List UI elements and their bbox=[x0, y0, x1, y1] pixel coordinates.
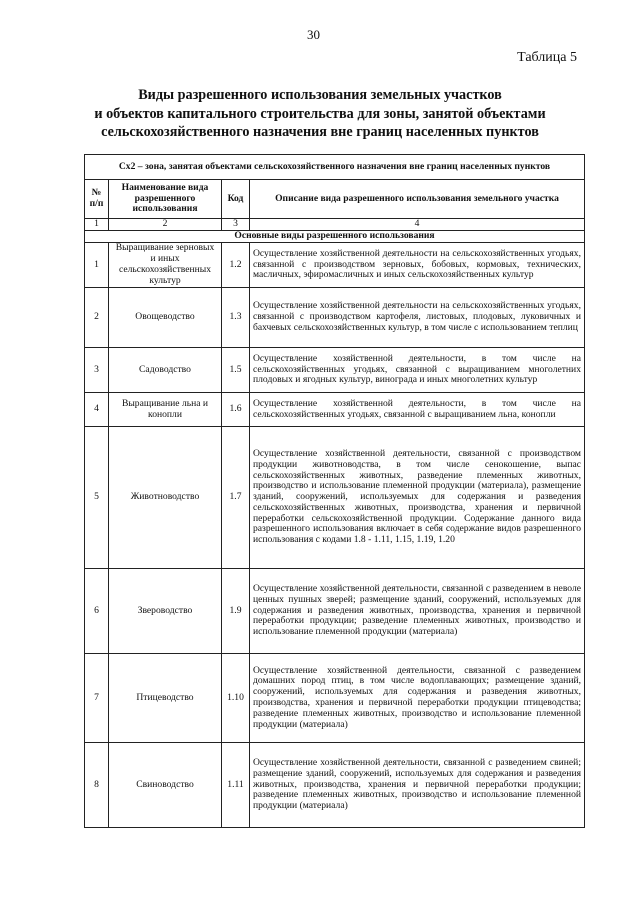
table-row bbox=[85, 569, 585, 654]
page-number: 30 bbox=[307, 27, 320, 42]
row-code: 1.3 bbox=[222, 288, 250, 348]
row-use-name: Выращивание льна и конопли bbox=[109, 393, 222, 427]
row-number: 2 bbox=[85, 288, 109, 348]
row-code: 1.2 bbox=[222, 243, 250, 288]
table-row bbox=[85, 743, 585, 828]
title-line: сельскохозяйственного назначения вне границ населенных пунктов bbox=[101, 124, 539, 140]
row-number: 8 bbox=[85, 743, 109, 828]
row-use-name: Птицеводство bbox=[109, 654, 222, 743]
table-row bbox=[85, 393, 585, 427]
table-row bbox=[85, 348, 585, 393]
col-header-description: Описание вида разрешенного использования земельного участка bbox=[250, 180, 585, 219]
section-title: Основные виды разрешенного использования bbox=[85, 231, 585, 243]
row-description: Осуществление хозяйственной деятельности, связанной с производством продукции животноводства, в том числе сенокошение, выпас сельскохозяйственных животных, разведение племенных животных, производство и использование племенной продукции (материала), размещение зданий, сооружений, используемых для содержания и разведения сельскохозяйственных животных, производства, хранения и первичной переработки сельскохозяйственной продукции. Содержание данного вида разрешенного использования включает в себя содержание видов разрешенного использования с кодами 1.8 - 1.11, 1.15, 1.19, 1.20 bbox=[250, 427, 585, 569]
row-description: Осуществление хозяйственной деятельности, в том числе на сельскохозяйственных угодьях, связанной с выращиванием льна, конопли bbox=[250, 393, 585, 427]
row-description: Осуществление хозяйственной деятельности на сельскохозяйственных угодьях, связанной с производством картофеля, листовых, плодовых, луковичных и бахчевых сельскохозяйственных культур, в том числе с использованием теплиц bbox=[250, 288, 585, 348]
row-description: Осуществление хозяйственной деятельности, связанной с разведением свиней; размещение зданий, сооружений, используемых для содержания и разведения животных, производства, хранения и первичной переработки продукции; разведение племенных животных, производство и использование племенной продукции (материала) bbox=[250, 743, 585, 828]
row-number: 1 bbox=[85, 243, 109, 288]
row-use-name: Выращивание зерновых и иных сельскохозяйственных культур bbox=[109, 243, 222, 288]
zone-header: Сх2 – зона, занятая объектами сельскохозяйственного назначения вне границ населенных пунктов bbox=[85, 155, 585, 180]
row-number: 4 bbox=[85, 393, 109, 427]
row-code: 1.6 bbox=[222, 393, 250, 427]
row-use-name: Звероводство bbox=[109, 569, 222, 654]
table-label: Таблица 5 bbox=[517, 50, 577, 65]
title-line: и объектов капитального строительства для зоны, занятой объектами bbox=[94, 105, 546, 122]
col-header-code: Код bbox=[222, 180, 250, 219]
row-number: 6 bbox=[85, 569, 109, 654]
column-numbers-row bbox=[85, 219, 585, 231]
row-code: 1.7 bbox=[222, 427, 250, 569]
column-number: 3 bbox=[222, 219, 250, 231]
row-code: 1.5 bbox=[222, 348, 250, 393]
row-code: 1.10 bbox=[222, 654, 250, 743]
table-row bbox=[85, 288, 585, 348]
table-row bbox=[85, 427, 585, 569]
row-use-name: Свиноводство bbox=[109, 743, 222, 828]
title-line: Виды разрешенного использования земельных участков bbox=[138, 87, 502, 103]
row-use-name: Овощеводство bbox=[109, 288, 222, 348]
row-description: Осуществление хозяйственной деятельности, связанной с разведением в неволе ценных пушных зверей; размещение зданий, сооружений, используемых для содержания и разведения животных, производства, хранения и первичной переработки продукции; разведение племенных животных, производство и использование племенной продукции (материала) bbox=[250, 569, 585, 654]
row-number: 7 bbox=[85, 654, 109, 743]
table-row bbox=[85, 654, 585, 743]
row-number: 3 bbox=[85, 348, 109, 393]
row-description: Осуществление хозяйственной деятельности на сельскохозяйственных угодьях, связанной с производством зерновых, бобовых, кормовых, технических, масличных, эфиромасличных и иных сельскохозяйственных культур bbox=[250, 243, 585, 288]
column-number: 2 bbox=[109, 219, 222, 231]
land-use-table bbox=[84, 154, 585, 828]
row-code: 1.9 bbox=[222, 569, 250, 654]
row-description: Осуществление хозяйственной деятельности, в том числе на сельскохозяйственных угодьях, связанной с выращиванием многолетних плодовых и ягодных культур, винограда и иных многолетних культур bbox=[250, 348, 585, 393]
document-title bbox=[60, 86, 580, 142]
row-code: 1.11 bbox=[222, 743, 250, 828]
row-number: 5 bbox=[85, 427, 109, 569]
row-description: Осуществление хозяйственной деятельности, связанной с разведением домашних пород птиц, в том числе водоплавающих; размещение зданий, сооружений, используемых для содержания и разведения животных, производства, хранения и первичной переработки продукции птицеводства; разведение племенных животных, производство и использование племенной продукции (материала) bbox=[250, 654, 585, 743]
col-header-name: Наименование вида разрешенного использования bbox=[109, 180, 222, 219]
column-number: 4 bbox=[250, 219, 585, 231]
col-header-number: № п/п bbox=[85, 180, 109, 219]
table-row bbox=[85, 243, 585, 288]
column-number: 1 bbox=[85, 219, 109, 231]
row-use-name: Садоводство bbox=[109, 348, 222, 393]
row-use-name: Животноводство bbox=[109, 427, 222, 569]
